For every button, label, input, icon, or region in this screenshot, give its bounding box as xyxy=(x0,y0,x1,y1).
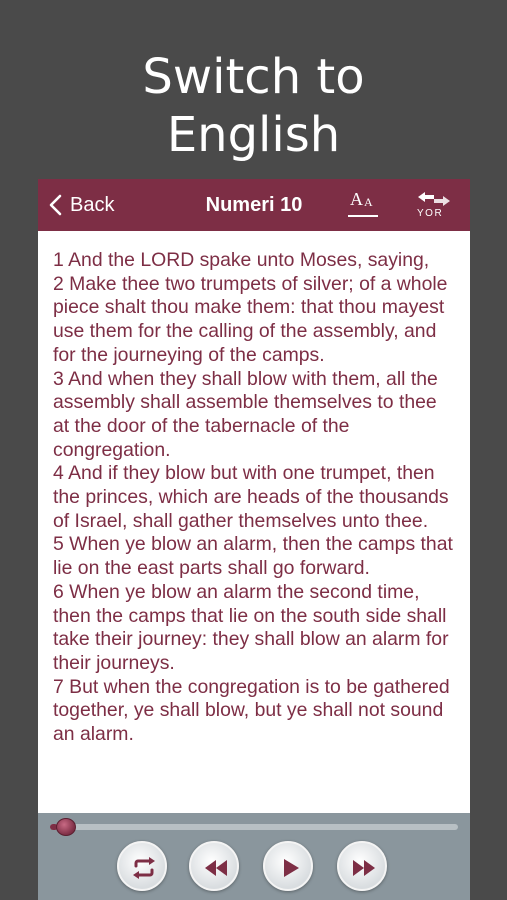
chevron-left-icon xyxy=(48,193,64,217)
repeat-icon xyxy=(130,854,158,882)
audio-progress-bar xyxy=(38,813,470,841)
language-switch-icon xyxy=(416,191,452,207)
play-button[interactable] xyxy=(263,841,313,891)
audio-progress-track[interactable] xyxy=(50,824,458,830)
back-label: Back xyxy=(70,193,115,216)
rewind-icon xyxy=(202,854,230,882)
verse: 1 And the LORD spake unto Moses, saying, xyxy=(53,249,430,271)
language-code: YOR xyxy=(417,208,444,219)
font-size-underline xyxy=(348,215,378,217)
verse: 3 And when they shall blow with them, all the assembly shall assemble themselves to thee at the door of the tabernacle of the congregation. xyxy=(53,367,438,461)
promo-title xyxy=(0,48,507,164)
verse: 4 And if they blow but with one trumpet, then the princes, which are heads of the thousands of Israel, shall gather themselves unto thee. xyxy=(53,462,449,532)
audio-controls xyxy=(38,841,470,900)
chapter-text xyxy=(53,249,458,805)
verse: 2 Make thee two trumpets of silver; of a whole piece shalt thou make them: that thou mayest use them for the calling of the assembly, and for the journeying of the camps. xyxy=(53,272,448,366)
fast-forward-button[interactable] xyxy=(337,841,387,891)
font-size-icon-small: A xyxy=(364,195,373,209)
navigation-bar xyxy=(38,179,470,231)
verse: 5 When ye blow an alarm, then the camps that lie on the east parts shall go forward. xyxy=(53,533,453,580)
language-switch-button[interactable] xyxy=(414,189,454,223)
audio-progress-thumb[interactable] xyxy=(56,818,76,836)
play-icon xyxy=(276,854,304,882)
repeat-button[interactable] xyxy=(117,841,167,891)
font-size-button[interactable] xyxy=(346,187,382,221)
page-title: Numeri 10 xyxy=(205,193,303,216)
rewind-button[interactable] xyxy=(189,841,239,891)
back-button[interactable] xyxy=(48,179,114,231)
fast-forward-icon xyxy=(350,854,378,882)
promo-title-line1: Switch to xyxy=(142,49,365,105)
font-size-icon: A xyxy=(350,189,363,209)
promo-title-line2: English xyxy=(166,107,341,163)
verse: 6 When ye blow an alarm the second time, then the camps that lie on the south side shall take their journey: they shall blow an alarm for their journeys. xyxy=(53,580,449,674)
app-screen xyxy=(38,179,470,900)
verse: 7 But when the congregation is to be gathered together, ye shall blow, but ye shall not sound an alarm. xyxy=(53,675,450,746)
